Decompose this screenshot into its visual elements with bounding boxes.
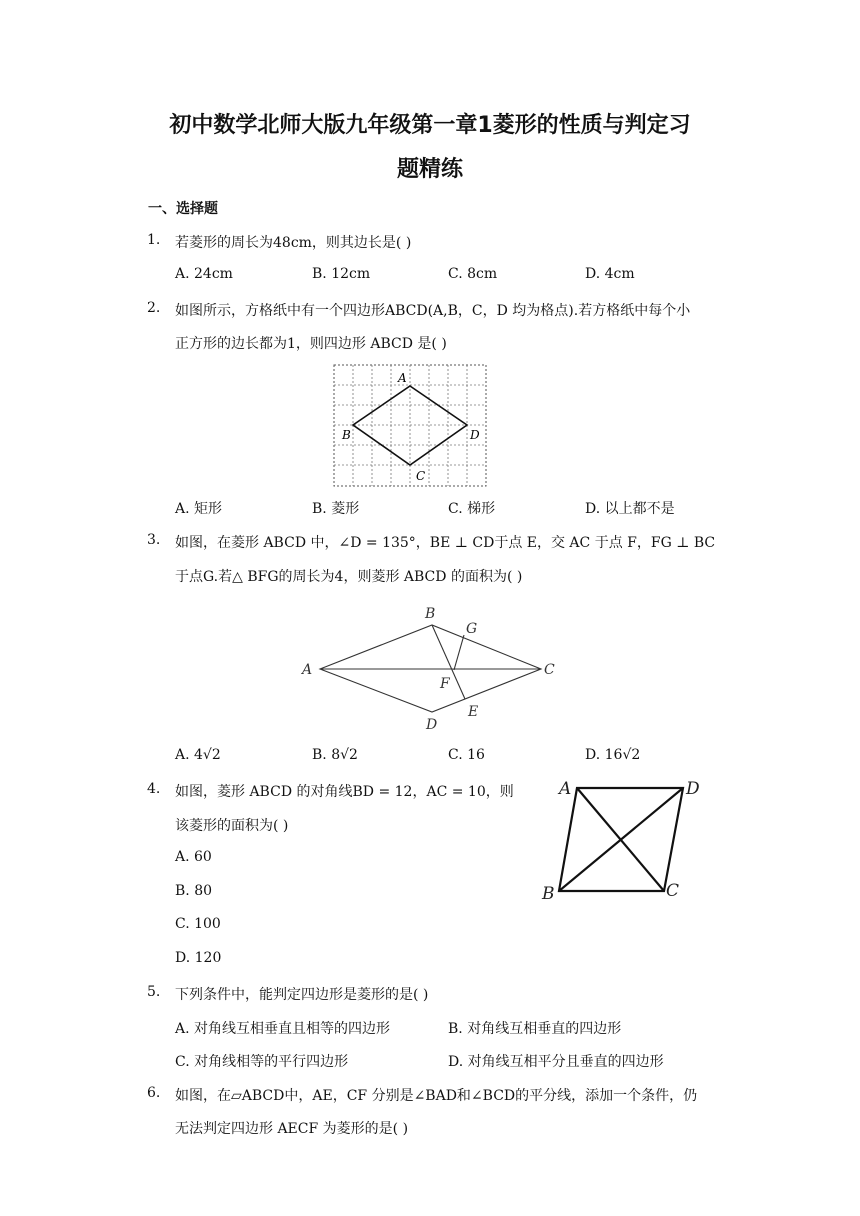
question-2-number: 2. xyxy=(147,300,161,316)
grid-rhombus-figure xyxy=(330,362,490,490)
fig2-label-c: C xyxy=(416,469,426,483)
fig2-label-a: A xyxy=(398,371,407,385)
doc-title-line1: 初中数学北师大版九年级第一章1菱形的性质与判定习 xyxy=(169,113,691,138)
section-heading: 一、选择题 xyxy=(148,201,218,217)
fig4-label-d: D xyxy=(686,779,700,799)
question-4-text-line2: 该菱形的面积为( ) xyxy=(175,818,289,834)
q1-option-c[interactable]: C. 8cm xyxy=(448,266,498,282)
question-4-text-line1: 如图，菱形 ABCD 的对角线BD = 12，AC = 10，则 xyxy=(175,784,514,800)
fig3-label-g: G xyxy=(466,621,478,637)
question-2-text-line2: 正方形的边长都为1，则四边形 ABCD 是( ) xyxy=(175,336,447,352)
question-4-number: 4. xyxy=(147,781,161,797)
fig3-label-e: E xyxy=(468,704,479,720)
q3-option-b[interactable]: B. 8√2 xyxy=(312,747,358,763)
q2-option-d[interactable]: D. 以上都不是 xyxy=(585,501,675,517)
question-3-number: 3. xyxy=(147,532,161,548)
question-5-text: 下列条件中，能判定四边形是菱形的是( ) xyxy=(175,987,429,1003)
q4-option-a[interactable]: A. 60 xyxy=(175,849,212,865)
question-1-text: 若菱形的周长为48cm，则其边长是( ) xyxy=(175,235,412,251)
q5-option-a[interactable]: A. 对角线互相垂直且相等的四边形 xyxy=(175,1021,391,1037)
q4-option-c[interactable]: C. 100 xyxy=(175,916,221,932)
fig4-label-c: C xyxy=(666,881,680,901)
rhombus-abcd-figure-q3 xyxy=(290,598,570,738)
q1-option-b[interactable]: B. 12cm xyxy=(312,266,371,282)
question-1-number: 1. xyxy=(147,232,161,248)
q5-option-b[interactable]: B. 对角线互相垂直的四边形 xyxy=(448,1021,622,1037)
q4-option-b[interactable]: B. 80 xyxy=(175,883,213,899)
rhombus-abcd-figure-q4 xyxy=(535,770,715,905)
question-5-number: 5. xyxy=(147,984,161,1000)
q2-option-b[interactable]: B. 菱形 xyxy=(312,501,360,517)
fig4-label-b: B xyxy=(542,884,555,904)
q3-option-a[interactable]: A. 4√2 xyxy=(175,747,221,763)
question-2-text-line1: 如图所示，方格纸中有一个四边形ABCD(A,B，C，D 均为格点).若方格纸中每个小 xyxy=(175,303,691,319)
fig3-label-d: D xyxy=(426,717,438,733)
fig3-label-c: C xyxy=(544,662,555,678)
q2-option-c[interactable]: C. 梯形 xyxy=(448,501,496,517)
fig4-label-a: A xyxy=(559,779,572,799)
fig2-label-d: D xyxy=(470,428,480,442)
question-3-text-line2: 于点G.若△ BFG的周长为4，则菱形 ABCD 的面积为( ) xyxy=(175,569,523,585)
fig3-label-b: B xyxy=(425,606,436,622)
fig2-label-b: B xyxy=(342,428,351,442)
q3-option-c[interactable]: C. 16 xyxy=(448,747,485,763)
doc-title-line2: 题精练 xyxy=(396,157,463,182)
q2-option-a[interactable]: A. 矩形 xyxy=(175,501,223,517)
fig3-label-a: A xyxy=(302,662,313,678)
q3-option-d[interactable]: D. 16√2 xyxy=(585,747,641,763)
fig3-label-f: F xyxy=(440,676,450,692)
question-6-text-line1: 如图，在▱ABCD中，AE，CF 分别是∠BAD和∠BCD的平分线，添加一个条件，仍 xyxy=(175,1088,698,1104)
q1-option-d[interactable]: D. 4cm xyxy=(585,266,635,282)
q4-option-d[interactable]: D. 120 xyxy=(175,950,222,966)
q5-option-c[interactable]: C. 对角线相等的平行四边形 xyxy=(175,1054,349,1070)
question-3-text-line1: 如图，在菱形 ABCD 中，∠D = 135°，BE ⊥ CD于点 E，交 AC 于点 F，FG ⊥ BC xyxy=(175,535,716,551)
question-6-number: 6. xyxy=(147,1085,161,1101)
q5-option-d[interactable]: D. 对角线互相平分且垂直的四边形 xyxy=(448,1054,664,1070)
q1-option-a[interactable]: A. 24cm xyxy=(175,266,233,282)
question-6-text-line2: 无法判定四边形 AECF 为菱形的是( ) xyxy=(175,1121,409,1137)
